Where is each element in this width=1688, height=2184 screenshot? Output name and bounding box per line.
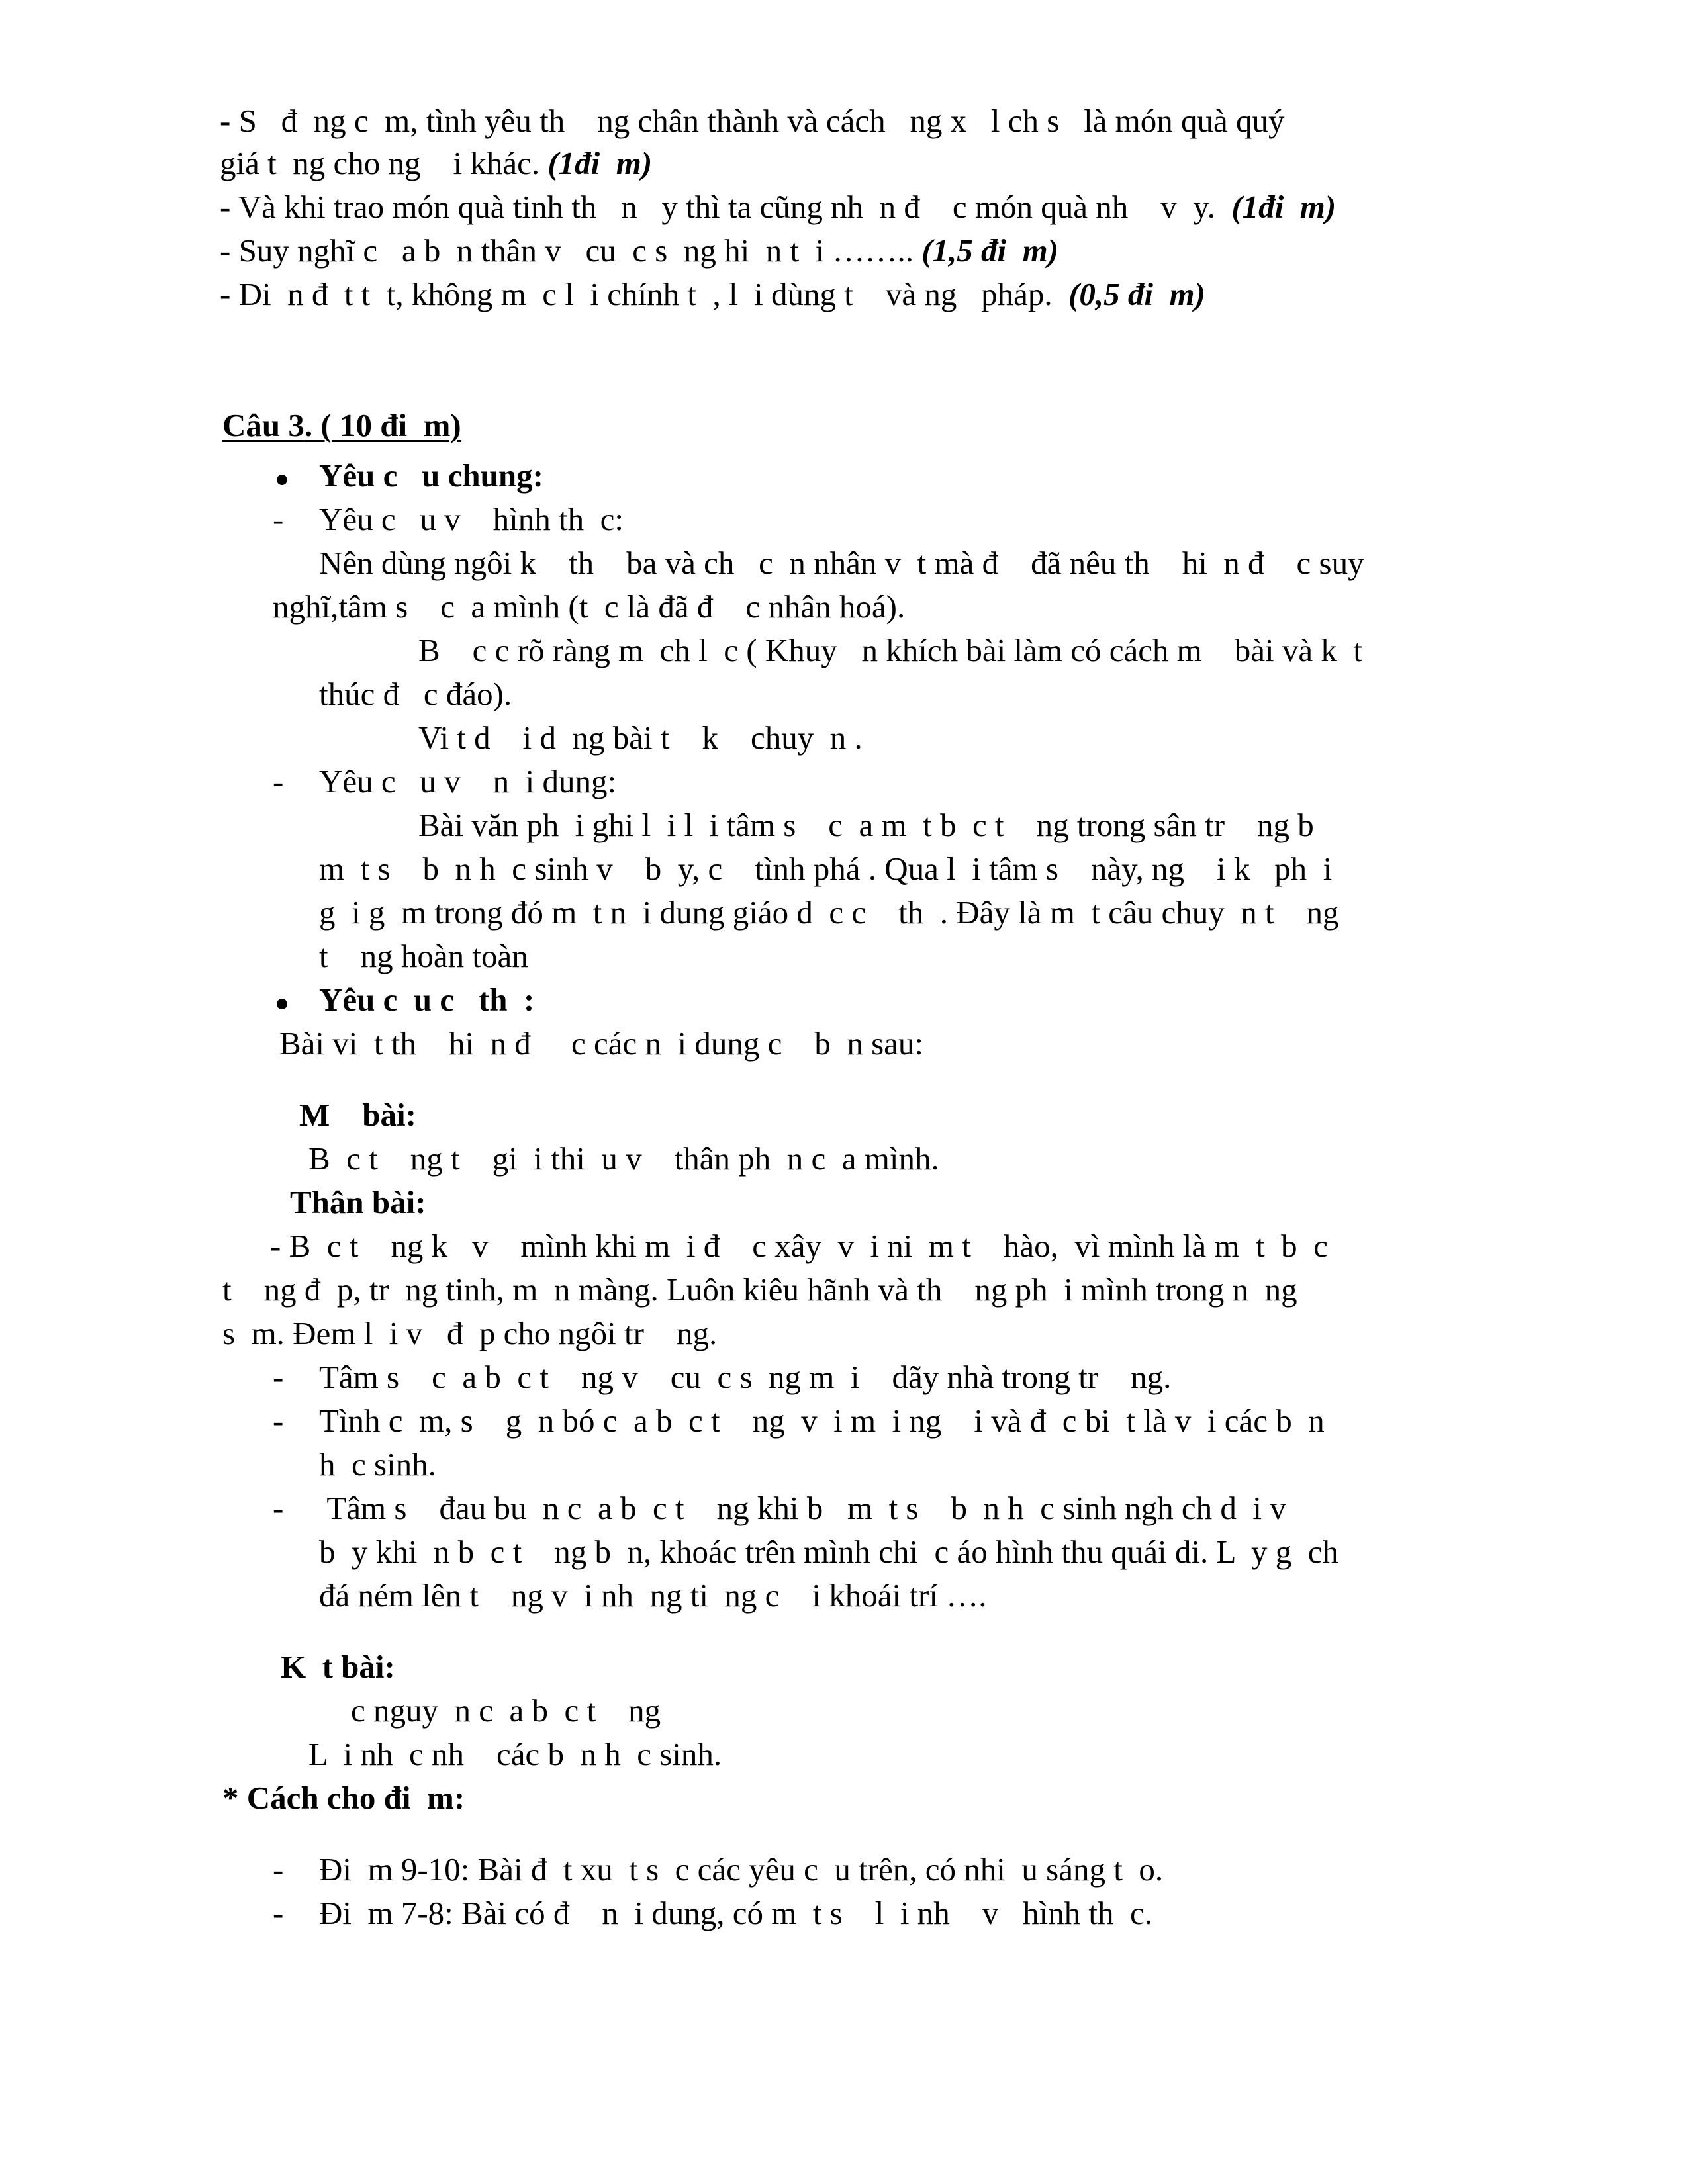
form-line-1: Nên dùng ngôi k th ba và ch c n nhân v t mà đ đã nêu th hi n đ c suy xyxy=(319,545,1364,581)
specific-intro: Bài vi t th hi n đ c các n i dung c b n sau: xyxy=(279,1025,924,1062)
intro-text: B c t ng t gi i thi u v thân ph n c a mình. xyxy=(308,1140,939,1177)
body-line-2: t ng đ p, tr ng tinh, m n màng. Luôn kiêu hãnh và th ng ph i mình trong n ng xyxy=(222,1271,1297,1308)
scoring-line-3 xyxy=(220,185,1336,229)
score-value: (0,5 đi m) xyxy=(1068,276,1205,312)
content-line-2: m t s b n h c sinh v b y, c tình phá . Qua l i tâm s này, ng i k ph i xyxy=(319,850,1333,887)
scoring-line-4 xyxy=(220,229,1058,273)
heading-label: Câu 3 xyxy=(222,407,305,443)
scoring-line-2 xyxy=(220,142,652,185)
line-text: giá t ng cho ng i khác. xyxy=(220,145,548,181)
grading-line-1: Đi m 9-10: Bài đ t xu t s c các yêu c u trên, có nhi u sáng t o. xyxy=(319,1851,1164,1888)
content-line-1: Bài văn ph i ghi l i l i tâm s c a m t b c t ng trong sân tr ng b xyxy=(418,807,1314,843)
dash: - xyxy=(220,103,239,139)
specific-requirements-heading: Yêu c u c th : xyxy=(319,981,535,1018)
dash: - xyxy=(273,1851,284,1888)
grading-heading: * Cách cho đi m: xyxy=(222,1780,465,1816)
body-label: Thân bài: xyxy=(290,1184,426,1220)
form-line-4: thúc đ c đáo). xyxy=(319,676,512,712)
content-requirements: Yêu c u v n i dung: xyxy=(319,763,617,799)
line-text: - Suy nghĩ c a b n thân v cu c s ng hi n t i …….. xyxy=(220,232,922,269)
body-line-8: b y khi n b c t ng b n, khoác trên mình chi c áo hình thu quái di. L y g ch xyxy=(319,1533,1339,1570)
body-line-1 xyxy=(270,1224,1328,1268)
dash: - xyxy=(273,1359,284,1395)
dash: - xyxy=(273,1895,284,1931)
form-line-2: nghĩ,tâm s c a mình (t c là đã đ c nhân hoá). xyxy=(273,588,906,625)
scoring-line-5 xyxy=(220,273,1205,316)
body-line-6: h c sinh. xyxy=(319,1446,436,1482)
content-line-3: g i g m trong đó m t n i dung giáo d c c th . Đây là m t câu chuy n t ng xyxy=(319,894,1339,931)
bullet-icon xyxy=(277,999,287,1009)
intro-label: M bài: xyxy=(299,1097,416,1133)
form-line-5: Vi t d i d ng bài t k chuy n . xyxy=(418,719,863,756)
line-text: - Và khi trao món quà tinh th n y thì ta cũng nh n đ c món quà nh v y. xyxy=(220,189,1232,225)
dash: - xyxy=(273,1402,284,1439)
body-line-5: Tình c m, s g n bó c a b c t ng v i m i ng i và đ c bi t là v i các b n xyxy=(319,1402,1325,1439)
line-text: S đ ng c m, tình yêu th ng chân thành và cách ng x l ch s là món quà quý xyxy=(238,103,1285,139)
form-line-3: B c c rõ ràng m ch l c ( Khuy n khích bài làm có cách m bài và k t xyxy=(418,632,1363,668)
dash: - xyxy=(273,1490,284,1526)
line-text: B c t ng k v mình khi m i đ c xây v i ni m t hào, vì mình là m t b c xyxy=(289,1228,1328,1264)
line-text: - Di n đ t t t, không m c l i chính t , l i dùng t và ng pháp. xyxy=(220,276,1069,312)
content-line-4: t ng hoàn toàn xyxy=(319,938,528,974)
heading-points: . ( 10 đi m) xyxy=(304,407,461,443)
score-value: (1đi m) xyxy=(1231,189,1336,225)
question-3-heading xyxy=(222,404,461,447)
score-value: (1,5 đi m) xyxy=(921,232,1059,269)
conclusion-line-2: L i nh c nh các b n h c sinh. xyxy=(308,1736,722,1772)
dash: - xyxy=(273,501,284,537)
body-line-3: s m. Đem l i v đ p cho ngôi tr ng. xyxy=(222,1315,718,1351)
score-value: (1đi m) xyxy=(547,145,653,181)
body-line-7: Tâm s đau bu n c a b c t ng khi b m t s b n h c sinh ngh ch d i v xyxy=(319,1490,1286,1526)
body-line-9: đá ném lên t ng v i nh ng ti ng c i khoái trí …. xyxy=(319,1577,987,1614)
conclusion-label: K t bài: xyxy=(281,1649,395,1685)
dash: - xyxy=(273,763,284,799)
form-requirements: Yêu c u v hình th c: xyxy=(319,501,624,537)
scoring-line-1 xyxy=(220,99,1285,143)
body-line-4: Tâm s c a b c t ng v cu c s ng m i dãy nhà trong tr ng. xyxy=(319,1359,1172,1395)
conclusion-line-1: c nguy n c a b c t ng xyxy=(351,1692,661,1729)
general-requirements-heading: Yêu c u chung: xyxy=(319,457,543,494)
grading-line-2: Đi m 7-8: Bài có đ n i dung, có m t s l i nh v hình th c. xyxy=(319,1895,1152,1931)
bullet-icon xyxy=(277,475,287,485)
dash: - xyxy=(270,1228,289,1264)
